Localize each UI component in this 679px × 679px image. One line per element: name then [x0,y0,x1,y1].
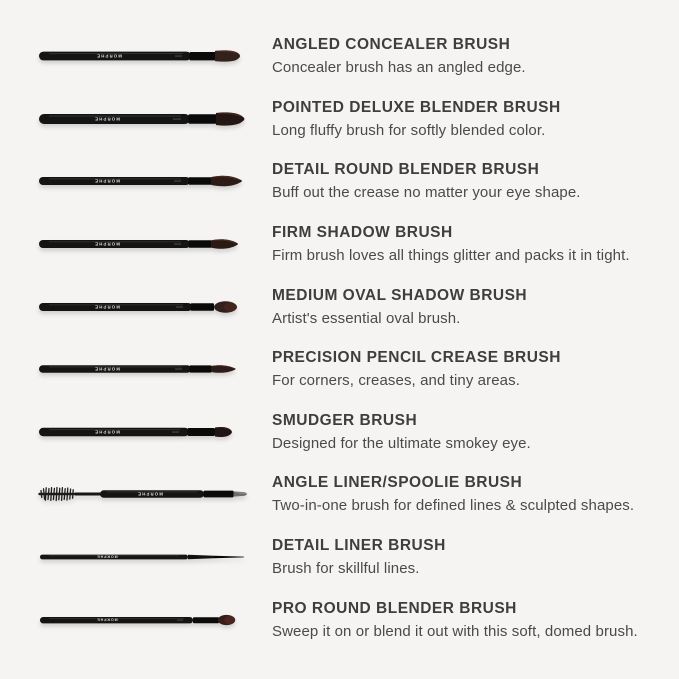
brush-ferrule [188,428,216,436]
brush-row-angle-liner-spoolie [0,463,679,526]
brush-bristles [211,239,238,249]
brush-title: FIRM SHADOW BRUSH [272,224,453,242]
brush-title: SMUDGER BRUSH [272,411,418,429]
brush-row-medium-oval-shadow [0,275,679,338]
brush-image-detail-round-blender [37,165,249,197]
brush-photo-cell [0,541,272,573]
brush-title: POINTED DELUXE BLENDER BRUSH [272,98,561,116]
brush-description: Concealer brush has an angled edge. [272,59,526,77]
brush-handle [39,303,192,311]
brush-ferrule [204,491,234,498]
brush-ferrule [189,240,212,247]
brush-title: ANGLED CONCEALER BRUSH [272,36,511,54]
brand-text: MORPHE [94,303,120,309]
brush-handle [39,365,191,373]
brush-row-angled-concealer [0,25,679,88]
brush-description: For corners, creases, and tiny areas. [272,372,520,390]
brush-text-cell [272,474,679,514]
brush-handle [39,114,190,124]
brush-bristles [211,365,236,373]
brush-handle [39,177,190,185]
brush-description: Firm brush loves all things glitter and packs it in tight. [272,247,630,265]
brush-handle [40,617,193,623]
brand-text: MORPHE [94,366,120,372]
brush-handle [39,240,190,248]
angle-liner-tip [234,492,248,497]
brush-title: PRO ROUND BLENDER BRUSH [272,599,517,617]
brush-image-pointed-deluxe-blender [37,103,249,135]
brush-ferrule [188,555,214,559]
brush-description: Brush for skillful lines. [272,560,420,578]
brush-photo-cell [0,103,272,135]
brush-image-detail-liner [37,541,249,573]
brush-row-detail-liner [0,526,679,589]
brush-text-cell [272,161,679,201]
brush-text-cell [272,600,679,640]
brush-text-cell [272,349,679,389]
brush-image-angled-concealer [37,40,249,72]
brush-photo-cell [0,291,272,323]
brand-text: MORPHE [137,491,163,497]
brush-row-detail-round-blender [0,150,679,213]
brush-photo-cell [0,604,272,636]
brush-text-cell [272,537,679,577]
spoolie-head [40,488,76,501]
brush-photo-cell [0,40,272,72]
brush-text-cell [272,36,679,76]
brush-photo-cell [0,165,272,197]
brush-title: DETAIL ROUND BLENDER BRUSH [272,161,540,179]
brush-image-firm-shadow [37,228,249,260]
brush-photo-cell [0,478,272,510]
brush-photo-cell [0,416,272,448]
brush-handle [39,428,189,436]
brush-description: Designed for the ultimate smokey eye. [272,434,531,452]
brush-text-cell [272,99,679,139]
brush-description: Two-in-one brush for defined lines & sculpted shapes. [272,497,635,515]
brand-text: MORPHE [94,116,120,122]
brush-ferrule [193,617,219,623]
brush-title: PRECISION PENCIL CREASE BRUSH [272,349,561,367]
brush-image-medium-oval-shadow [37,291,249,323]
brush-bristles [215,51,240,62]
brush-bristles [215,427,232,437]
brush-bristles [214,301,237,312]
brush-handle [75,491,204,499]
brush-ferrule [190,366,212,373]
brush-description: Buff out the crease no matter your eye shape. [272,184,581,202]
brush-ferrule [189,178,212,185]
brand-text: MORPHE [96,554,118,559]
brand-text: MORPHE [94,241,120,247]
brush-description: Artist's essential oval brush. [272,309,461,327]
brush-bristles [214,556,244,559]
brush-bristles [218,615,235,625]
brush-handle [40,555,188,560]
brush-ferrule [190,52,217,60]
brush-text-cell [272,412,679,452]
brush-photo-cell [0,353,272,385]
brush-text-cell [272,287,679,327]
brand-text: MORPHE [94,178,120,184]
brush-image-smudger [37,416,249,448]
brush-row-pointed-deluxe-blender [0,88,679,151]
brush-image-pro-round-blender [37,604,249,636]
brush-photo-cell [0,228,272,260]
brush-handle [39,52,191,61]
brand-text: MORPHE [96,617,118,622]
brush-title: ANGLE LINER/SPOOLIE BRUSH [272,474,523,492]
brush-bristles [216,112,244,125]
brush-ferrule [191,303,215,310]
brush-title: DETAIL LINER BRUSH [272,537,446,555]
brush-title: MEDIUM OVAL SHADOW BRUSH [272,286,528,304]
brush-row-precision-pencil-crease [0,338,679,401]
brush-ferrule [189,114,218,124]
brand-text: MORPHE [94,429,120,435]
brush-row-firm-shadow [0,213,679,276]
brush-description: Long fluffy brush for softly blended color. [272,121,546,139]
brush-description: Sweep it on or blend it out with this soft, domed brush. [272,622,638,640]
brush-text-cell [272,224,679,264]
brush-image-angle-liner-spoolie [37,478,249,510]
brush-row-pro-round-blender [0,588,679,651]
brush-image-precision-pencil-crease [37,353,249,385]
brush-row-smudger [0,401,679,464]
brand-text: MORPHE [96,53,122,59]
brush-bristles [211,176,242,187]
